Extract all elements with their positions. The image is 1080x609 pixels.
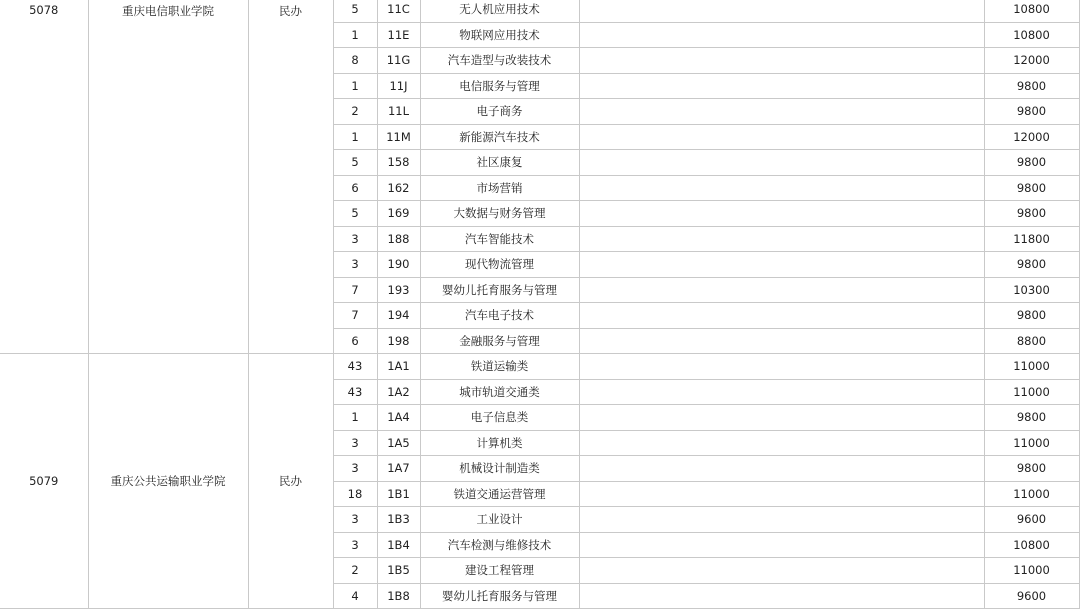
tuition-fee-cell: 11000: [984, 558, 1079, 584]
tuition-fee-cell: 9800: [984, 150, 1079, 176]
major-name-cell: 汽车检测与维修技术: [420, 532, 579, 558]
tuition-fee-cell: 10800: [984, 532, 1079, 558]
major-name-cell: 婴幼儿托育服务与管理: [420, 277, 579, 303]
major-code-cell: 169: [377, 201, 420, 227]
note-cell: [579, 277, 984, 303]
tuition-fee-cell: 9800: [984, 201, 1079, 227]
major-code-cell: 11C: [377, 0, 420, 22]
note-cell: [579, 175, 984, 201]
school-code-cell: 5079: [0, 354, 88, 609]
tuition-fee-cell: 9800: [984, 73, 1079, 99]
major-code-cell: 1B3: [377, 507, 420, 533]
plan-count-cell: 8: [333, 48, 377, 74]
tuition-fee-cell: 12000: [984, 48, 1079, 74]
major-name-cell: 建设工程管理: [420, 558, 579, 584]
major-name-cell: 工业设计: [420, 507, 579, 533]
plan-count-cell: 5: [333, 201, 377, 227]
note-cell: [579, 0, 984, 22]
major-name-cell: 汽车造型与改装技术: [420, 48, 579, 74]
major-code-cell: 11J: [377, 73, 420, 99]
major-name-cell: 新能源汽车技术: [420, 124, 579, 150]
major-code-cell: 1A4: [377, 405, 420, 431]
plan-count-cell: 1: [333, 73, 377, 99]
plan-count-cell: 7: [333, 303, 377, 329]
major-name-cell: 汽车智能技术: [420, 226, 579, 252]
tuition-fee-cell: 9800: [984, 175, 1079, 201]
major-name-cell: 大数据与财务管理: [420, 201, 579, 227]
tuition-fee-cell: 12000: [984, 124, 1079, 150]
note-cell: [579, 73, 984, 99]
plan-count-cell: 18: [333, 481, 377, 507]
tuition-fee-cell: 11000: [984, 354, 1079, 380]
tuition-fee-cell: 9800: [984, 456, 1079, 482]
major-code-cell: 162: [377, 175, 420, 201]
tuition-fee-cell: 11800: [984, 226, 1079, 252]
major-code-cell: 1A5: [377, 430, 420, 456]
major-code-cell: 193: [377, 277, 420, 303]
major-code-cell: 1B4: [377, 532, 420, 558]
major-code-cell: 11E: [377, 22, 420, 48]
tuition-fee-cell: 9800: [984, 252, 1079, 278]
major-code-cell: 11G: [377, 48, 420, 74]
major-code-cell: 188: [377, 226, 420, 252]
plan-count-cell: 3: [333, 430, 377, 456]
note-cell: [579, 99, 984, 125]
note-cell: [579, 150, 984, 176]
school-code-cell: 5078: [0, 0, 88, 354]
tuition-fee-cell: 10800: [984, 0, 1079, 22]
major-name-cell: 婴幼儿托育服务与管理: [420, 583, 579, 609]
plan-count-cell: 1: [333, 22, 377, 48]
plan-count-cell: 43: [333, 354, 377, 380]
note-cell: [579, 558, 984, 584]
major-name-cell: 机械设计制造类: [420, 456, 579, 482]
major-name-cell: 无人机应用技术: [420, 0, 579, 22]
plan-count-cell: 1: [333, 124, 377, 150]
tuition-fee-cell: 10300: [984, 277, 1079, 303]
school-type-cell: 民办: [248, 354, 333, 609]
school-type-cell: 民办: [248, 0, 333, 354]
plan-count-cell: 3: [333, 252, 377, 278]
plan-count-cell: 6: [333, 328, 377, 354]
major-name-cell: 电信服务与管理: [420, 73, 579, 99]
major-code-cell: 1B8: [377, 583, 420, 609]
plan-count-cell: 4: [333, 583, 377, 609]
major-name-cell: 市场营销: [420, 175, 579, 201]
tuition-fee-cell: 9800: [984, 303, 1079, 329]
plan-count-cell: 7: [333, 277, 377, 303]
major-name-cell: 汽车电子技术: [420, 303, 579, 329]
table-row: [0, 354, 1079, 380]
note-cell: [579, 456, 984, 482]
note-cell: [579, 532, 984, 558]
plan-count-cell: 1: [333, 405, 377, 431]
major-code-cell: 190: [377, 252, 420, 278]
plan-count-cell: 2: [333, 558, 377, 584]
tuition-fee-cell: 11000: [984, 481, 1079, 507]
major-code-cell: 1B1: [377, 481, 420, 507]
major-name-cell: 铁道交通运营管理: [420, 481, 579, 507]
note-cell: [579, 226, 984, 252]
major-name-cell: 金融服务与管理: [420, 328, 579, 354]
note-cell: [579, 379, 984, 405]
tuition-fee-cell: 9800: [984, 405, 1079, 431]
tuition-fee-cell: 11000: [984, 379, 1079, 405]
note-cell: [579, 48, 984, 74]
plan-count-cell: 3: [333, 507, 377, 533]
tuition-fee-cell: 8800: [984, 328, 1079, 354]
note-cell: [579, 303, 984, 329]
plan-count-cell: 43: [333, 379, 377, 405]
major-name-cell: 社区康复: [420, 150, 579, 176]
major-name-cell: 计算机类: [420, 430, 579, 456]
major-code-cell: 198: [377, 328, 420, 354]
note-cell: [579, 124, 984, 150]
tuition-fee-cell: 10800: [984, 22, 1079, 48]
note-cell: [579, 430, 984, 456]
major-code-cell: 194: [377, 303, 420, 329]
school-name-cell: 重庆公共运输职业学院: [88, 354, 248, 609]
major-code-cell: 1B5: [377, 558, 420, 584]
tuition-fee-cell: 9600: [984, 583, 1079, 609]
major-code-cell: 158: [377, 150, 420, 176]
note-cell: [579, 481, 984, 507]
major-name-cell: 电子信息类: [420, 405, 579, 431]
note-cell: [579, 22, 984, 48]
note-cell: [579, 405, 984, 431]
plan-count-cell: 2: [333, 99, 377, 125]
table-row: [0, 0, 1079, 22]
major-name-cell: 物联网应用技术: [420, 22, 579, 48]
major-name-cell: 现代物流管理: [420, 252, 579, 278]
plan-count-cell: 5: [333, 150, 377, 176]
major-code-cell: 1A2: [377, 379, 420, 405]
plan-count-cell: 3: [333, 532, 377, 558]
tuition-fee-cell: 9800: [984, 99, 1079, 125]
major-code-cell: 1A1: [377, 354, 420, 380]
plan-count-cell: 5: [333, 0, 377, 22]
school-name-cell: 重庆电信职业学院: [88, 0, 248, 354]
major-code-cell: 11L: [377, 99, 420, 125]
note-cell: [579, 328, 984, 354]
note-cell: [579, 252, 984, 278]
plan-count-cell: 6: [333, 175, 377, 201]
note-cell: [579, 507, 984, 533]
major-name-cell: 电子商务: [420, 99, 579, 125]
tuition-fee-cell: 11000: [984, 430, 1079, 456]
major-name-cell: 铁道运输类: [420, 354, 579, 380]
plan-count-cell: 3: [333, 456, 377, 482]
major-code-cell: 1A7: [377, 456, 420, 482]
note-cell: [579, 201, 984, 227]
plan-count-cell: 3: [333, 226, 377, 252]
note-cell: [579, 354, 984, 380]
major-name-cell: 城市轨道交通类: [420, 379, 579, 405]
major-code-cell: 11M: [377, 124, 420, 150]
tuition-fee-cell: 9600: [984, 507, 1079, 533]
